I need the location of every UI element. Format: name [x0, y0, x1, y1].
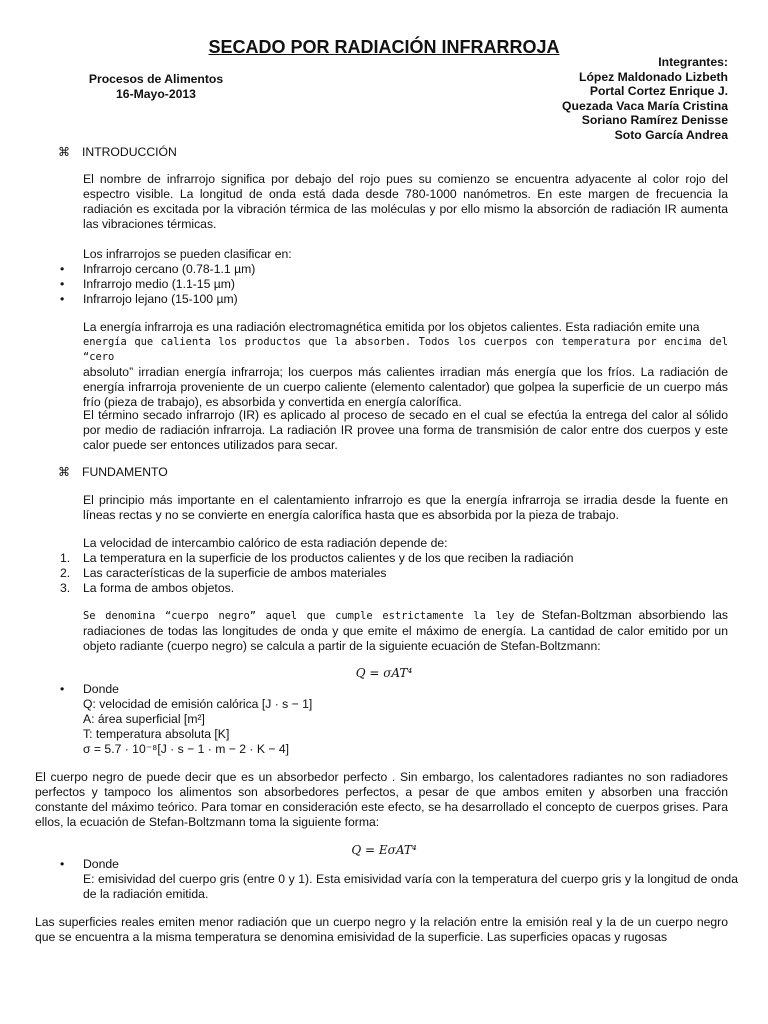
member-name: Soto García Andrea: [614, 127, 728, 142]
list-item: • Infrarrojo lejano (15-100 µm): [60, 292, 238, 306]
paragraph: Los infrarrojos se pueden clasificar en:: [83, 247, 292, 261]
member-name: Quezada Vaca María Cristina: [562, 98, 728, 113]
definition-q: Q: velocidad de emisión calórica [J · s − 1]: [83, 697, 313, 711]
section-title: INTRODUCCIÓN: [82, 145, 177, 159]
section-title: FUNDAMENTO: [82, 465, 168, 479]
list-item: 3. La forma de ambos objetos.: [60, 581, 235, 595]
list-item: • Infrarrojo cercano (0.78-1.1 µm): [60, 262, 256, 276]
course-name: Procesos de Alimentos: [88, 72, 224, 86]
bullet-icon: •: [60, 292, 65, 306]
bullet-icon: •: [60, 262, 65, 276]
list-item: • Donde: [60, 682, 119, 696]
bullet-icon: •: [60, 277, 65, 291]
list-item: • Donde: [60, 857, 119, 871]
definitions-block: [58, 682, 738, 757]
paragraph: El principio más importante en el calentamiento infrarrojo es que la energía infrarroja se irradia desde la fuente en líneas rectas y no se convierte en energía calorífica hasta que es absorbida por la pieza de trabajo.: [83, 493, 728, 522]
member-name: Soriano Ramírez Denisse: [581, 113, 728, 127]
member-name: López Maldonado Lizbeth: [579, 69, 728, 84]
list-item: • Infrarrojo medio (1.1-15 µm): [60, 277, 235, 291]
course-info: [86, 72, 226, 102]
paragraph: El nombre de infrarrojo significa por debajo del rojo pues su comienzo se encuentra adyacente al color rojo del espectro visible. La longitud de onda está dada desde 780-1000 nanómetros. En este margen de frecuencia la radiación es excitada por la vibración térmica de las moléculas y por ello mismo la absorción de radiación IR aumenta las vibraciones térmicas.: [83, 172, 728, 231]
list-item: 1. La temperatura en la superficie de los productos calientes y de los que reciben la radiación: [60, 551, 574, 565]
ir-types-list: [58, 262, 738, 307]
equation-grey-body: Q = EσAT⁴: [351, 843, 417, 857]
bullet-icon: •: [60, 857, 65, 871]
factors-list: [58, 551, 738, 596]
paragraph: Se denomina “cuerpo negro” aquel que cumple estrictamente la ley de Stefan-Boltzman absorbiendo las radiaciones de todas las longitudes de onda y que emite el máximo de energía. La cantidad de calor emitido por un objeto radiante (cuerpo negro) se calcula a partir de la siguiente ecuación de Stefan-Boltzmann:: [83, 608, 728, 653]
paragraph: El término secado infrarrojo (IR) es aplicado al proceso de secado en el cual se efectúa la entrega del calor al sólido por medio de radiación infrarroja. La radiación IR provee una forma de transmisión de calor entre dos cuerpos y este calor puede ser entonces utilizados para secar.: [83, 408, 728, 452]
paragraph: El cuerpo negro de puede decir que es un absorbedor perfecto . Sin embargo, los calentadores radiantes no son radiadores perfectos y tampoco los alimentos son absorbedores perfectos, a pesar de que ambos emiten y absorben una fracción constante del máximo teórico. Para tomar en consideración este efecto, se ha desarrollado el concepto de cuerpos grises. Para ellos, la ecuación de Stefan-Boltzmann toma la siguiente forma:: [35, 770, 728, 829]
command-symbol-icon: ⌘: [58, 145, 71, 159]
paragraph: La velocidad de intercambio calórico de esta radiación depende de:: [83, 536, 448, 550]
definition-t: T: temperatura absoluta [K]: [83, 727, 230, 741]
member-name: Portal Cortez Enrique J.: [589, 84, 728, 98]
members-label: Integrantes:: [658, 55, 728, 69]
definition-a: A: área superficial [m²]: [83, 712, 205, 726]
definition-sigma: σ = 5.7 · 10⁻⁸[J · s − 1 · m − 2 · K − 4]: [83, 742, 290, 756]
definitions-block: [58, 857, 738, 902]
equation-stefan-boltzmann: Q = σAT⁴: [355, 666, 413, 680]
paragraph: La energía infrarroja es una radiación electromagnética emitida por los objetos calientes. Esta radiación emite una energía que calienta los productos que la absorben. Todos los cuerpos con temperatura por encima del “cero absoluto” irradian energía infrarroja; los cuerpos más calientes irradian más energía que los fríos. La radiación de energía infrarroja proveniente de un cuerpo caliente (elemento calentador) que golpea la superficie de un cuerpo más frío (pieza de trabajo), es absorbida y convertida en energía calorífica.: [83, 320, 728, 409]
course-date: 16-Mayo-2013: [116, 87, 196, 101]
document-title: SECADO POR RADIACIÓN INFRARROJA: [208, 37, 560, 57]
definition-e: E: emisividad del cuerpo gris (entre 0 y 1). Esta emisividad varía con la temperatura del cuerpo gris y la longitud de onda de la radiación emitida.: [83, 872, 738, 901]
command-symbol-icon: ⌘: [58, 465, 71, 479]
list-item: 2. Las características de la superficie de ambos materiales: [60, 566, 387, 580]
section-heading-fundamento: [58, 465, 168, 480]
section-heading-introduccion: [58, 145, 177, 160]
members-block: [562, 55, 728, 142]
bullet-icon: •: [60, 682, 65, 696]
paragraph: Las superficies reales emiten menor radiación que un cuerpo negro y la relación entre la emisión real y la de un cuerpo negro que se encuentra a la misma temperatura se denomina emisividad de la superficie. Las superficies opacas y rugosas: [35, 915, 728, 944]
